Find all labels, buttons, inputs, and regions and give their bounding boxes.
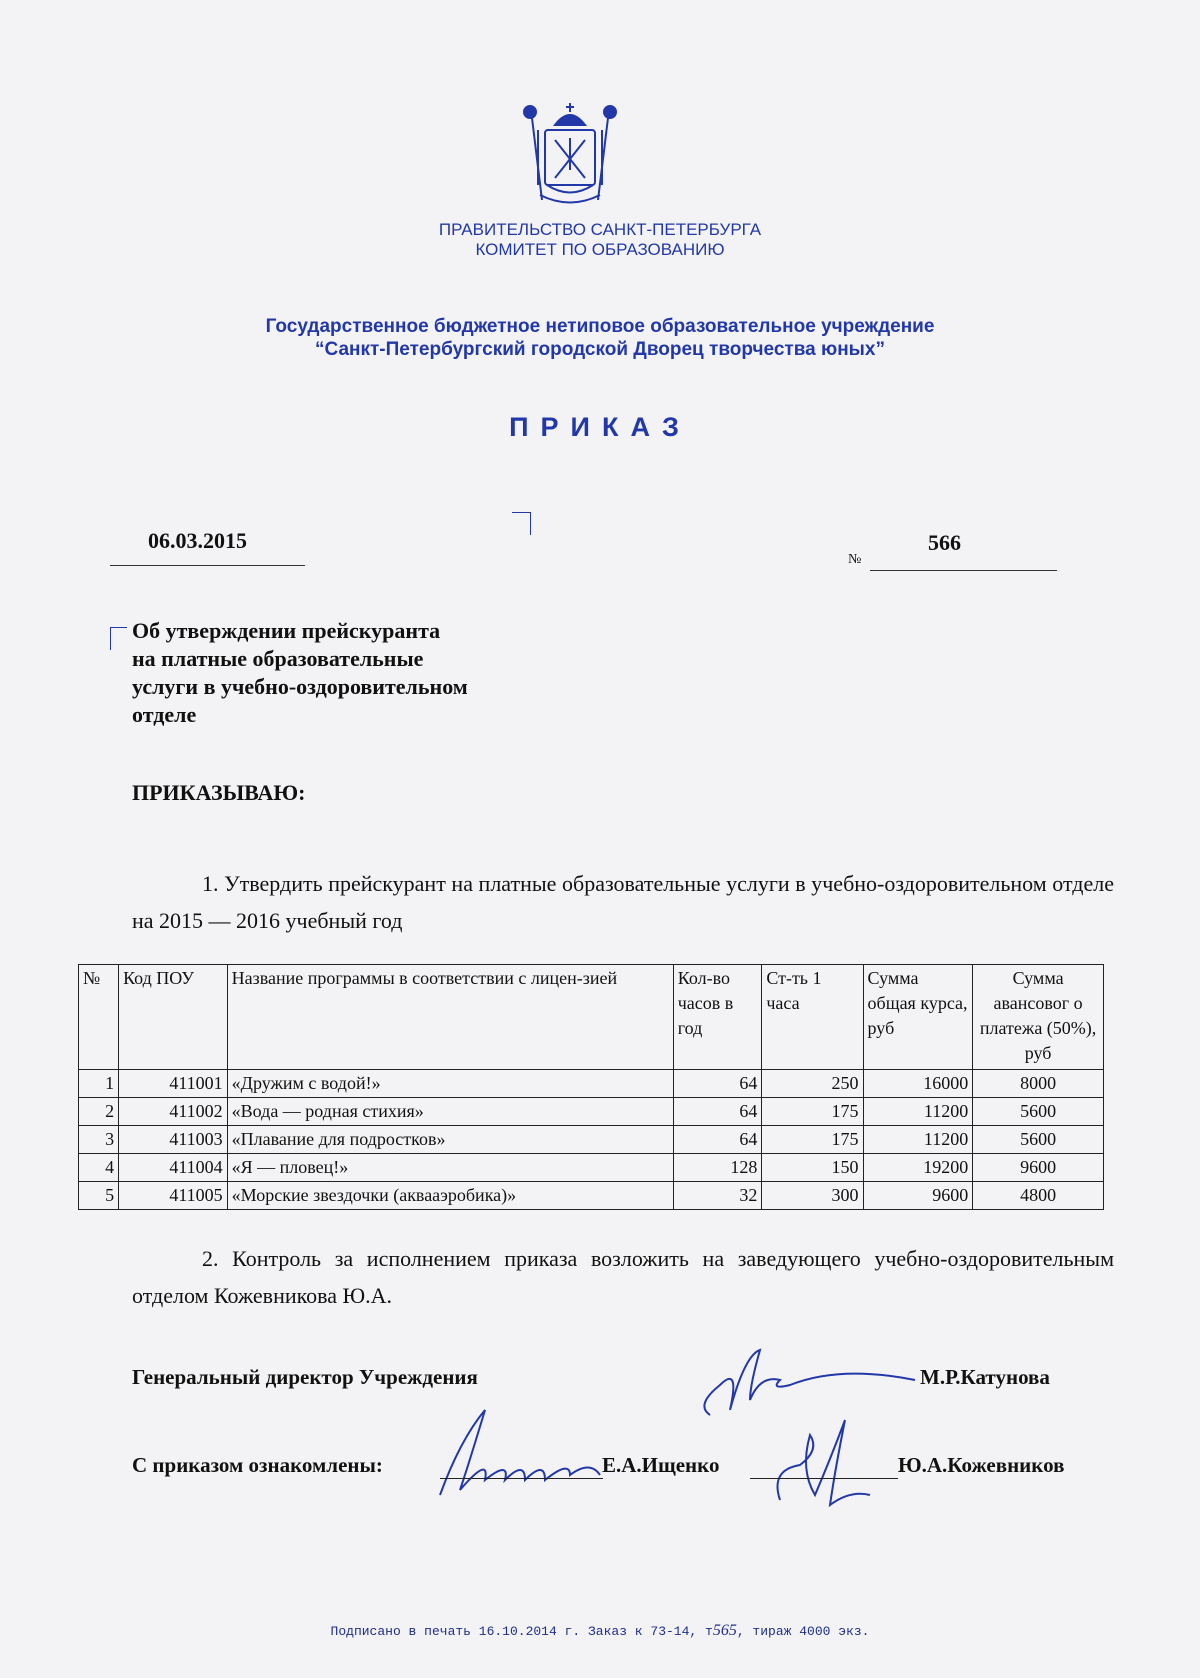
cell-program-name: «Я — пловец!» bbox=[227, 1154, 673, 1182]
subject-line: услуги в учебно-оздоровительном bbox=[132, 674, 468, 699]
cell-number: 1 bbox=[79, 1070, 119, 1098]
table-row bbox=[79, 1154, 1104, 1182]
cell-hour-cost: 300 bbox=[762, 1182, 863, 1210]
cell-number: 3 bbox=[79, 1126, 119, 1154]
ishchenko-signature-icon bbox=[430, 1400, 610, 1510]
signature-line bbox=[750, 1478, 898, 1479]
institution-line-2: “Санкт-Петербургский городской Дворец творчества юных” bbox=[315, 339, 885, 360]
cell-advance: 9600 bbox=[973, 1154, 1104, 1182]
cell-total: 19200 bbox=[863, 1154, 973, 1182]
director-title: Генеральный директор Учреждения bbox=[132, 1365, 478, 1389]
subject-line: Об утверждении прейскуранта bbox=[132, 618, 441, 643]
cell-hours: 128 bbox=[673, 1154, 762, 1182]
table-row bbox=[79, 1098, 1104, 1126]
cell-code: 411001 bbox=[119, 1070, 228, 1098]
paragraph-1-text: 1. Утвердить прейскурант на платные образовательные услуги в учебно-оздоровительном отделе на 2015 — 2016 учебный год bbox=[132, 871, 1114, 933]
director-name: М.Р.Катунова bbox=[920, 1365, 1050, 1389]
subject-line: на платные образовательные bbox=[132, 646, 424, 671]
paragraph-1 bbox=[132, 865, 1114, 939]
cell-total: 16000 bbox=[863, 1070, 973, 1098]
government-header bbox=[0, 220, 1200, 260]
table-row bbox=[79, 1182, 1104, 1210]
cell-program-name: «Вода — родная стихия» bbox=[227, 1098, 673, 1126]
footer-handwritten-number: 565 bbox=[712, 1622, 737, 1639]
cell-code: 411005 bbox=[119, 1182, 228, 1210]
coat-of-arms-icon bbox=[520, 100, 620, 215]
cell-advance: 4800 bbox=[973, 1182, 1104, 1210]
cell-hours: 32 bbox=[673, 1182, 762, 1210]
cell-number: 5 bbox=[79, 1182, 119, 1210]
table-row bbox=[79, 1070, 1104, 1098]
header-program-name: Название программы в соответствии с лицен-зией bbox=[227, 965, 673, 1070]
cell-hours: 64 bbox=[673, 1126, 762, 1154]
header-hour-cost: Ст-ть 1 часа bbox=[762, 965, 863, 1070]
corner-mark bbox=[110, 627, 127, 650]
price-list-table bbox=[78, 964, 1104, 1210]
cell-hour-cost: 175 bbox=[762, 1098, 863, 1126]
cell-hour-cost: 175 bbox=[762, 1126, 863, 1154]
cell-number: 4 bbox=[79, 1154, 119, 1182]
header-total: Сумма общая курса, руб bbox=[863, 965, 973, 1070]
institution-header bbox=[0, 315, 1200, 361]
number-label: № bbox=[848, 552, 862, 567]
order-subject bbox=[132, 617, 468, 729]
kozhevnikov-signature-icon bbox=[760, 1410, 890, 1520]
date-underline bbox=[110, 565, 305, 566]
cell-number: 2 bbox=[79, 1098, 119, 1126]
cell-hour-cost: 150 bbox=[762, 1154, 863, 1182]
cell-program-name: «Дружим с водой!» bbox=[227, 1070, 673, 1098]
person-2-name: Ю.А.Кожевников bbox=[898, 1453, 1065, 1477]
cell-program-name: «Морские звездочки (аквааэробика)» bbox=[227, 1182, 673, 1210]
acquainted-label: С приказом ознакомлены: bbox=[132, 1453, 383, 1477]
header-code: Код ПОУ bbox=[119, 965, 228, 1070]
cell-advance: 5600 bbox=[973, 1126, 1104, 1154]
paragraph-2 bbox=[132, 1240, 1114, 1314]
paragraph-2-text: 2. Контроль за исполнением приказа возложить на заведующего учебно-оздоровительным отделом Кожевникова Ю.А. bbox=[132, 1246, 1114, 1308]
cell-total: 9600 bbox=[863, 1182, 973, 1210]
cell-hours: 64 bbox=[673, 1070, 762, 1098]
order-date: 06.03.2015 bbox=[148, 528, 247, 553]
subject-line: отделе bbox=[132, 702, 197, 727]
cell-code: 411002 bbox=[119, 1098, 228, 1126]
header-advance: Сумма авансовог о платежа (50%), руб bbox=[973, 965, 1104, 1070]
table-header-row bbox=[79, 965, 1104, 1070]
person-1-name: Е.А.Ищенко bbox=[602, 1453, 720, 1477]
cell-total: 11200 bbox=[863, 1098, 973, 1126]
document-title: ПРИКАЗ bbox=[509, 412, 691, 442]
footer-text: Подписано в печать 16.10.2014 г. Заказ к 73-14, т bbox=[330, 1624, 713, 1639]
corner-mark bbox=[512, 512, 531, 535]
signature-line bbox=[440, 1478, 603, 1479]
government-line-1: ПРАВИТЕЛЬСТВО САНКТ-ПЕТЕРБУРГА bbox=[438, 220, 762, 239]
cell-hour-cost: 250 bbox=[762, 1070, 863, 1098]
cell-hours: 64 bbox=[673, 1098, 762, 1126]
cell-total: 11200 bbox=[863, 1126, 973, 1154]
header-hours: Кол-во часов в год bbox=[673, 965, 762, 1070]
print-footer bbox=[0, 1622, 1200, 1640]
table-row bbox=[79, 1126, 1104, 1154]
number-underline bbox=[870, 570, 1057, 571]
order-directive: ПРИКАЗЫВАЮ: bbox=[132, 780, 306, 805]
cell-program-name: «Плавание для подростков» bbox=[227, 1126, 673, 1154]
government-line-2: КОМИТЕТ ПО ОБРАЗОВАНИЮ bbox=[475, 240, 725, 259]
cell-advance: 8000 bbox=[973, 1070, 1104, 1098]
institution-line-1: Государственное бюджетное нетиповое образовательное учреждение bbox=[265, 316, 935, 337]
cell-advance: 5600 bbox=[973, 1098, 1104, 1126]
order-number: 566 bbox=[928, 530, 961, 555]
cell-code: 411003 bbox=[119, 1126, 228, 1154]
footer-text-end: , тираж 4000 экз. bbox=[736, 1624, 870, 1639]
header-number: № bbox=[79, 965, 119, 1070]
cell-code: 411004 bbox=[119, 1154, 228, 1182]
